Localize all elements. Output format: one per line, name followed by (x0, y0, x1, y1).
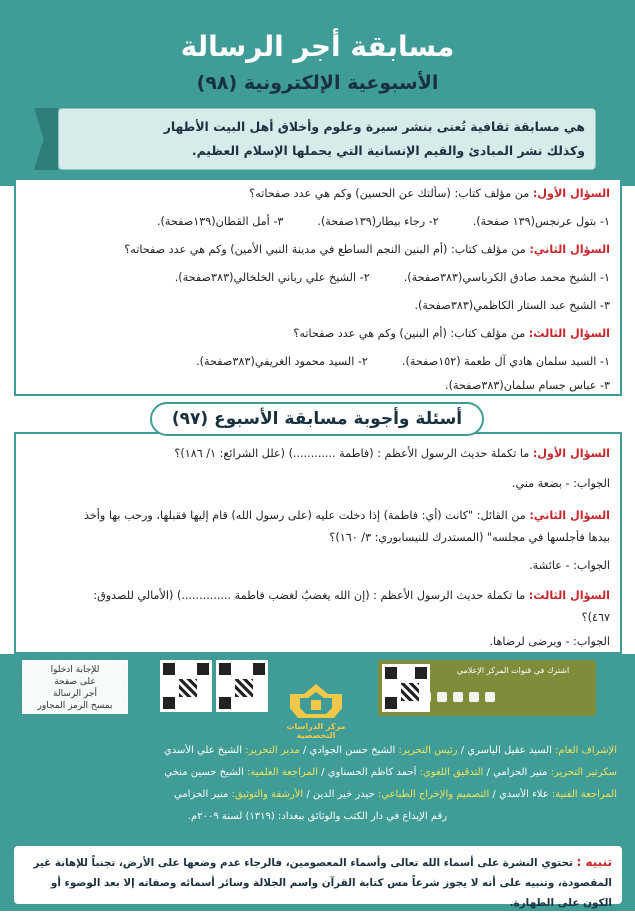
qr-code-icon[interactable] (382, 664, 430, 712)
option[interactable]: ٢- الشيخ علي رباني الخلخالي(٣٨٣صفحة). (174, 271, 370, 284)
option[interactable]: ١- بتول عرنجس(١٣٩ صفحة). (472, 215, 610, 228)
notice-line-2: المقصودة، وتنبيه على أنه لا يجوز شرعاً مس كتابة القرآن واسم الجلالة وسائر أسمائه وصفاته إلا بعد الوضوء أو الكون على الطهارة. (50, 877, 612, 909)
credits-line: الإشراف العام: السيد عقيل الياسري / رئيس التحرير: الشيخ حسن الجوادي / مدير التحرير: الشيخ علي الأسدي (163, 745, 617, 756)
facebook-icon[interactable] (453, 692, 463, 702)
instagram-icon[interactable] (469, 692, 479, 702)
option[interactable]: ٢- رجاء بيطار(١٣٩صفحة). (317, 215, 439, 228)
credits-line: المراجعة الفنية: علاء الأسدي / التصميم والإخراج الطباعي: حيدر خير الدين / الأرشفة والتوثيق: منير الحزامي (173, 789, 617, 800)
answer-question-3-cont: ٤٦٧)؟ (581, 611, 610, 624)
credits-line: سكرتير التحرير: منير الحزامي / التدقيق اللغوي: أحمد كاظم الحسناوي / المراجعة العلمية: الشيخ حسين منخي (164, 767, 617, 778)
intro-line-1: هي مسابقة ثقافية تُعنى بنشر سيرة وعلوم وأخلاق أهل البيت الأطهار (163, 119, 585, 134)
page-subtitle: الأسبوعية الإلكترونية (٩٨) (196, 72, 439, 94)
question-1-options (26, 214, 610, 230)
channels-panel (378, 660, 596, 716)
question-3: السؤال الثالث: من مؤلف كتاب: (أم البنين) وكم هي عدد صفحاته؟ (293, 327, 610, 340)
answer-question-2-cont: بيدها فأجلسها في مجلسه" (المستدرك للنيسابوري: ٣/ ١٦٠)؟ (329, 531, 610, 544)
answer-1: الجواب: - بضعة مني. (511, 477, 610, 490)
answers-banner: أسئلة وأجوبة مسابقة الأسبوع (٩٧) (150, 402, 484, 436)
option[interactable]: ١- الشيخ محمد صادق الكرباسي(٣٨٣صفحة). (403, 271, 610, 284)
option[interactable]: ٣- عباس جسام سلمان(٣٨٣صفحة). (445, 379, 610, 392)
qr-code-icon[interactable] (160, 660, 212, 712)
center-logo-icon (284, 682, 348, 740)
question-3-options (26, 354, 610, 370)
option[interactable]: ١- السيد سلمان هادي آل طعمة (١٥٢صفحة). (401, 355, 610, 368)
answer-question-2: السؤال الثاني: من القائل: "كانت (أي: فاطمة) إذا دخلت عليه (على رسول الله) قام إليها فقبلها، ورحب بها وأخذ (83, 509, 610, 522)
notice-line-1: تنبيه : تحتوي النشرة على أسماء الله تعالى وأسماء المعصومين، فالرجاء عدم وضعها على الأرض، تجنباً للإهانة غير (33, 855, 612, 869)
deposit-number: رقم الإيداع في دار الكتب والوثائق ببغداد: (١٣١٩) لسنة ٢٠٠٩م. (187, 811, 448, 822)
youtube-icon[interactable] (485, 692, 495, 702)
intro-box (58, 108, 596, 170)
option[interactable]: ٢- السيد محمود الغريفي(٣٨٣صفحة). (196, 355, 368, 368)
question-2-options (26, 270, 610, 286)
logo-text: مركز الدراسات التخصصية (286, 722, 346, 740)
answer-3: الجواب: - ويرضى لرضاها. (489, 635, 610, 648)
answers-box (14, 432, 622, 654)
question-2: السؤال الثاني: من مؤلف كتاب: (أم البنين النجم الساطع في مدينة النبي الأمين) وكم هي عدد صفحاته؟ (124, 243, 610, 256)
intro-line-2: وكذلك نشر المبادئ والقيم الإنسانية التي يحملها الإسلام العظيم. (191, 143, 585, 158)
page-title: مسابقة أجر الرسالة (180, 30, 455, 63)
question-1: السؤال الأول: من مؤلف كتاب: (سألتك عن الحسين) وكم هي عدد صفحاته؟ (249, 187, 610, 200)
competition-box (14, 178, 622, 396)
answer-question-3: السؤال الثالث: ما تكملة حديث الرسول الأعظم : (إن الله يغضبُ لغضب فاطمة ..............) (الأمالي للصدوق: (93, 589, 610, 602)
notice-box (14, 846, 622, 909)
channels-title: اشترك في قنوات المركز الإعلامي (456, 666, 570, 675)
option[interactable]: ٣- الشيخ عبد الستار الكاظمي(٣٨٣صفحة). (414, 299, 610, 312)
answer-question-1: السؤال الأول: ما تكملة حديث الرسول الأعظم : (فاطمة ............) (علل الشرائع: ١/ ١٨٦)؟ (174, 447, 610, 460)
answer-2: الجواب: - عائشة. (529, 559, 610, 572)
qr-instructions: للإجابة ادخلوا على صفحة أجر الرسالة بمسح الرمز المجاور (22, 660, 128, 714)
option[interactable]: ٣- أمل القطان(١٣٩صفحة). (156, 215, 284, 228)
telegram-icon[interactable] (437, 692, 447, 702)
qr-code-icon[interactable] (216, 660, 268, 712)
